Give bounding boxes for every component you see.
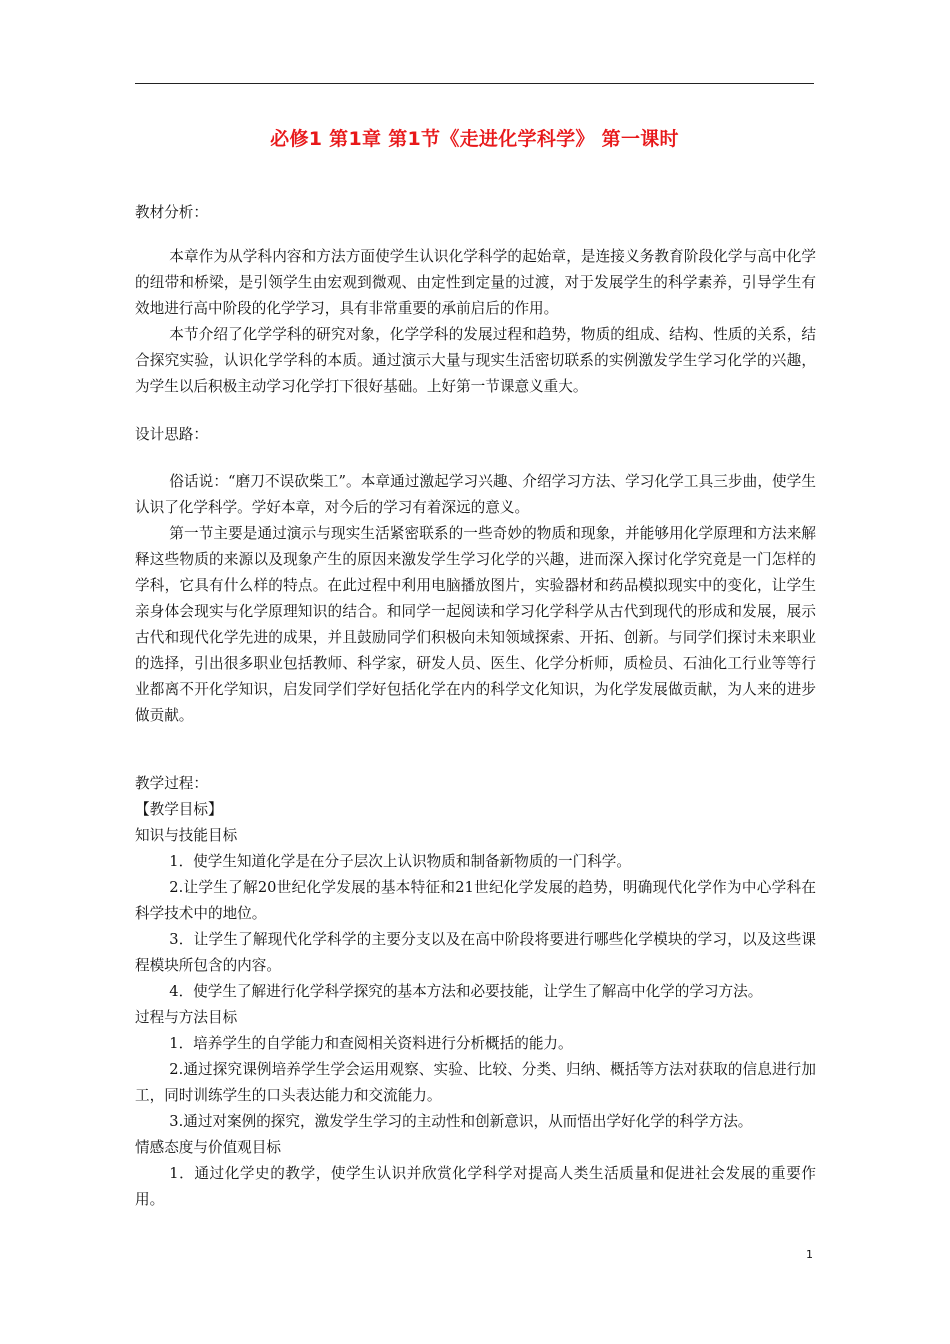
paragraph: 第一节主要是通过演示与现实生活紧密联系的一些奇妙的物质和现象，并能够用化学原理和方法来解释这些物质的来源以及现象产生的原因来激发学生学习化学的兴趣，进而深入探讨化学究竟是一门怎样的学科，它具有什么样的特点。在此过程中利用电脑播放图片，实验器材和药品模拟现实中的变化，让学生亲身体会现实与化学原理知识的结合。和同学一起阅读和学习化学科学从古代到现代的形成和发展，展示古代和现代化学先进的成果，并且鼓励同学们积极向未知领域探索、开拓、创新。与同学们探讨未来职业的选择，引出很多职业包括教师、科学家，研发人员、医生、化学分析师，质检员、石油化工行业等等行业都离不开化学知识，启发同学们学好包括化学在内的科学文化知识，为化学发展做贡献，为人来的进步做贡献。 xyxy=(135,525,816,724)
list-item: 1．使学生知道化学是在分子层次上认识物质和制备新物质的一门科学。 xyxy=(169,853,631,870)
section-heading: 教学过程： xyxy=(135,775,208,792)
subsection-heading: 知识与技能目标 xyxy=(135,827,238,844)
section-design-idea xyxy=(135,422,816,729)
list-item: 1．培养学生的自学能力和查阅相关资料进行分析概括的能力。 xyxy=(169,1035,573,1052)
list-item: 2.通过探究课例培养学生学会运用观察、实验、比较、分类、归纳、概括等方法对获取的信息进行加工，同时训练学生的口头表达能力和交流能力。 xyxy=(135,1061,816,1104)
header-rule xyxy=(135,83,814,84)
paragraph: 本章作为从学科内容和方法方面使学生认识化学科学的起始章，是连接义务教育阶段化学与高中化学的纽带和桥梁，是引领学生由宏观到微观、由定性到定量的过渡，对于发展学生的科学素养，引导学生有效地进行高中阶段的化学学习，具有非常重要的承前启后的作用。 xyxy=(135,248,816,317)
subsection-heading: 情感态度与价值观目标 xyxy=(135,1139,281,1156)
section-textbook-analysis xyxy=(135,200,816,400)
list-item: 3．让学生了解现代化学科学的主要分支以及在高中阶段将要进行哪些化学模块的学习，以及这些课程模块所包含的内容。 xyxy=(135,931,816,974)
list-item: 3.通过对案例的探究，激发学生学习的主动性和创新意识，从而悟出学好化学的科学方法。 xyxy=(169,1113,753,1130)
page-number: 1 xyxy=(806,1248,813,1261)
subsection-heading: 过程与方法目标 xyxy=(135,1009,238,1026)
section-heading: 教材分析： xyxy=(135,204,208,221)
list-item: 4．使学生了解进行化学科学探究的基本方法和必要技能，让学生了解高中化学的学习方法。 xyxy=(169,983,763,1000)
document-title: 必修1 第1章 第1节《走进化学科学》 第一课时 xyxy=(270,128,679,150)
section-heading: 设计思路： xyxy=(135,426,208,443)
paragraph: 俗话说：“磨刀不误砍柴工”。本章通过激起学习兴趣、介绍学习方法、学习化学工具三步曲，使学生认识了化学科学。学好本章，对今后的学习有着深远的意义。 xyxy=(135,473,816,516)
section-teaching-process xyxy=(135,771,816,1213)
paragraph: 本节介绍了化学学科的研究对象，化学学科的发展过程和趋势，物质的组成、结构、性质的关系，结合探究实验，认识化学学科的本质。通过演示大量与现实生活密切联系的实例激发学生学习化学的兴趣，为学生以后积极主动学习化学打下很好基础。上好第一节课意义重大。 xyxy=(135,326,816,395)
list-item: 1．通过化学史的教学，使学生认识并欣赏化学科学对提高人类生活质量和促进社会发展的重要作用。 xyxy=(135,1165,816,1208)
teaching-goal-label: 【教学目标】 xyxy=(135,801,223,818)
list-item: 2.让学生了解20世纪化学发展的基本特征和21世纪化学发展的趋势，明确现代化学作为中心学科在科学技术中的地位。 xyxy=(135,879,816,922)
